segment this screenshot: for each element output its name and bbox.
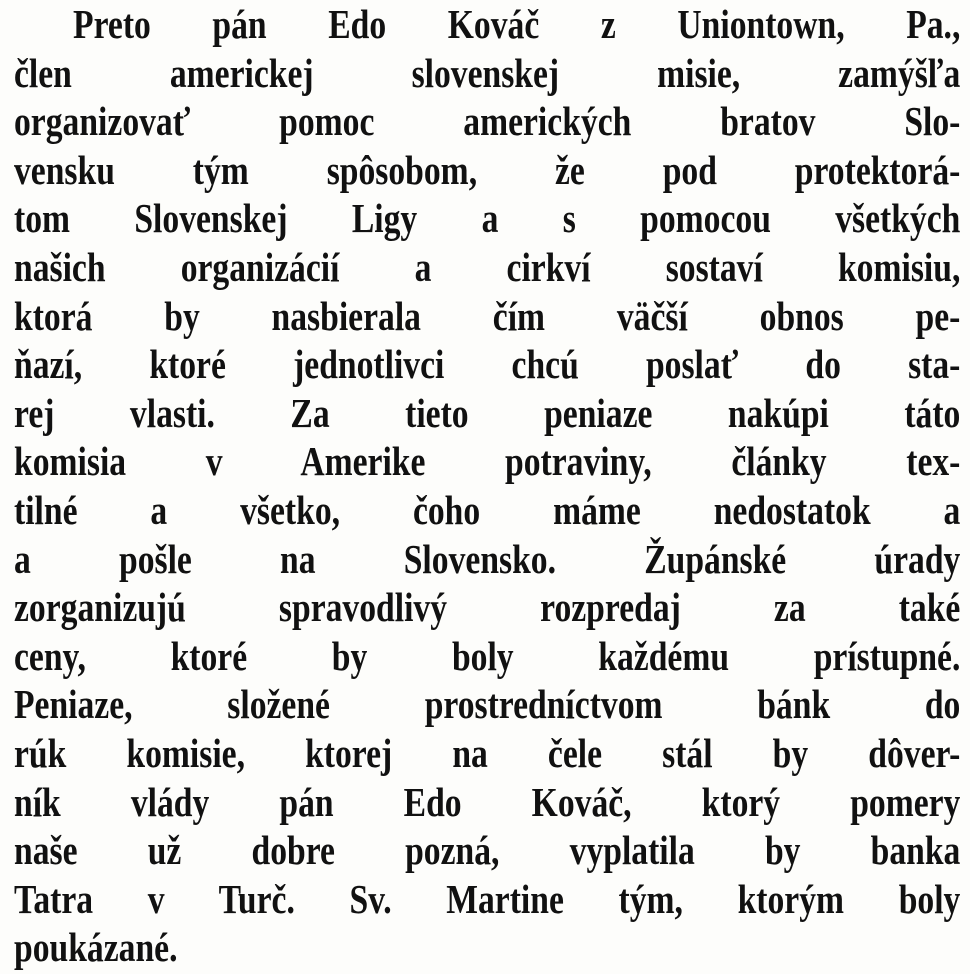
text-line: ktorá by nasbierala čím väčší obnos pe- <box>14 292 961 339</box>
text-line: tom Slovenskej Ligy a s pomocou všetkých <box>14 195 961 242</box>
text-line: a pošle na Slovensko. Župánské úrady <box>14 535 961 582</box>
text-line: ňazí, ktoré jednotlivci chcú poslať do sta- <box>14 341 961 388</box>
text-line: organizovať pomoc amerických bratov Slo- <box>14 98 961 145</box>
text-line: našich organizácií a cirkví sostaví komisiu, <box>14 243 961 290</box>
text-line: Tatra v Turč. Sv. Martine tým, ktorým boly <box>14 875 961 922</box>
text-line: Preto pán Edo Kováč z Uniontown, Pa., <box>73 1 961 47</box>
text-line: ník vlády pán Edo Kováč, ktorý pomery <box>14 778 961 825</box>
text-line: Peniaze, složené prostredníctvom bánk do <box>14 681 961 728</box>
text-line: rúk komisie, ktorej na čele stál by dôver- <box>14 729 961 776</box>
text-line: rej vlasti. Za tieto peniaze nakúpi táto <box>14 389 961 436</box>
text-line: naše už dobre pozná, vyplatila by banka <box>14 827 961 874</box>
text-line: vensku tým spôsobom, že pod protektorá- <box>14 146 961 193</box>
text-line: tilné a všetko, čoho máme nedostatok a <box>14 486 961 533</box>
text-line: poukázané. <box>14 924 178 971</box>
text-line: ceny, ktoré by boly každému prístupné. <box>14 632 961 679</box>
article-column <box>14 0 960 972</box>
text-line: komisia v Amerike potraviny, články tex- <box>14 438 961 485</box>
text-line: zorganizujú spravodlivý rozpredaj za také <box>14 584 961 631</box>
text-line: člen americkej slovenskej misie, zamýšľa <box>14 49 961 96</box>
